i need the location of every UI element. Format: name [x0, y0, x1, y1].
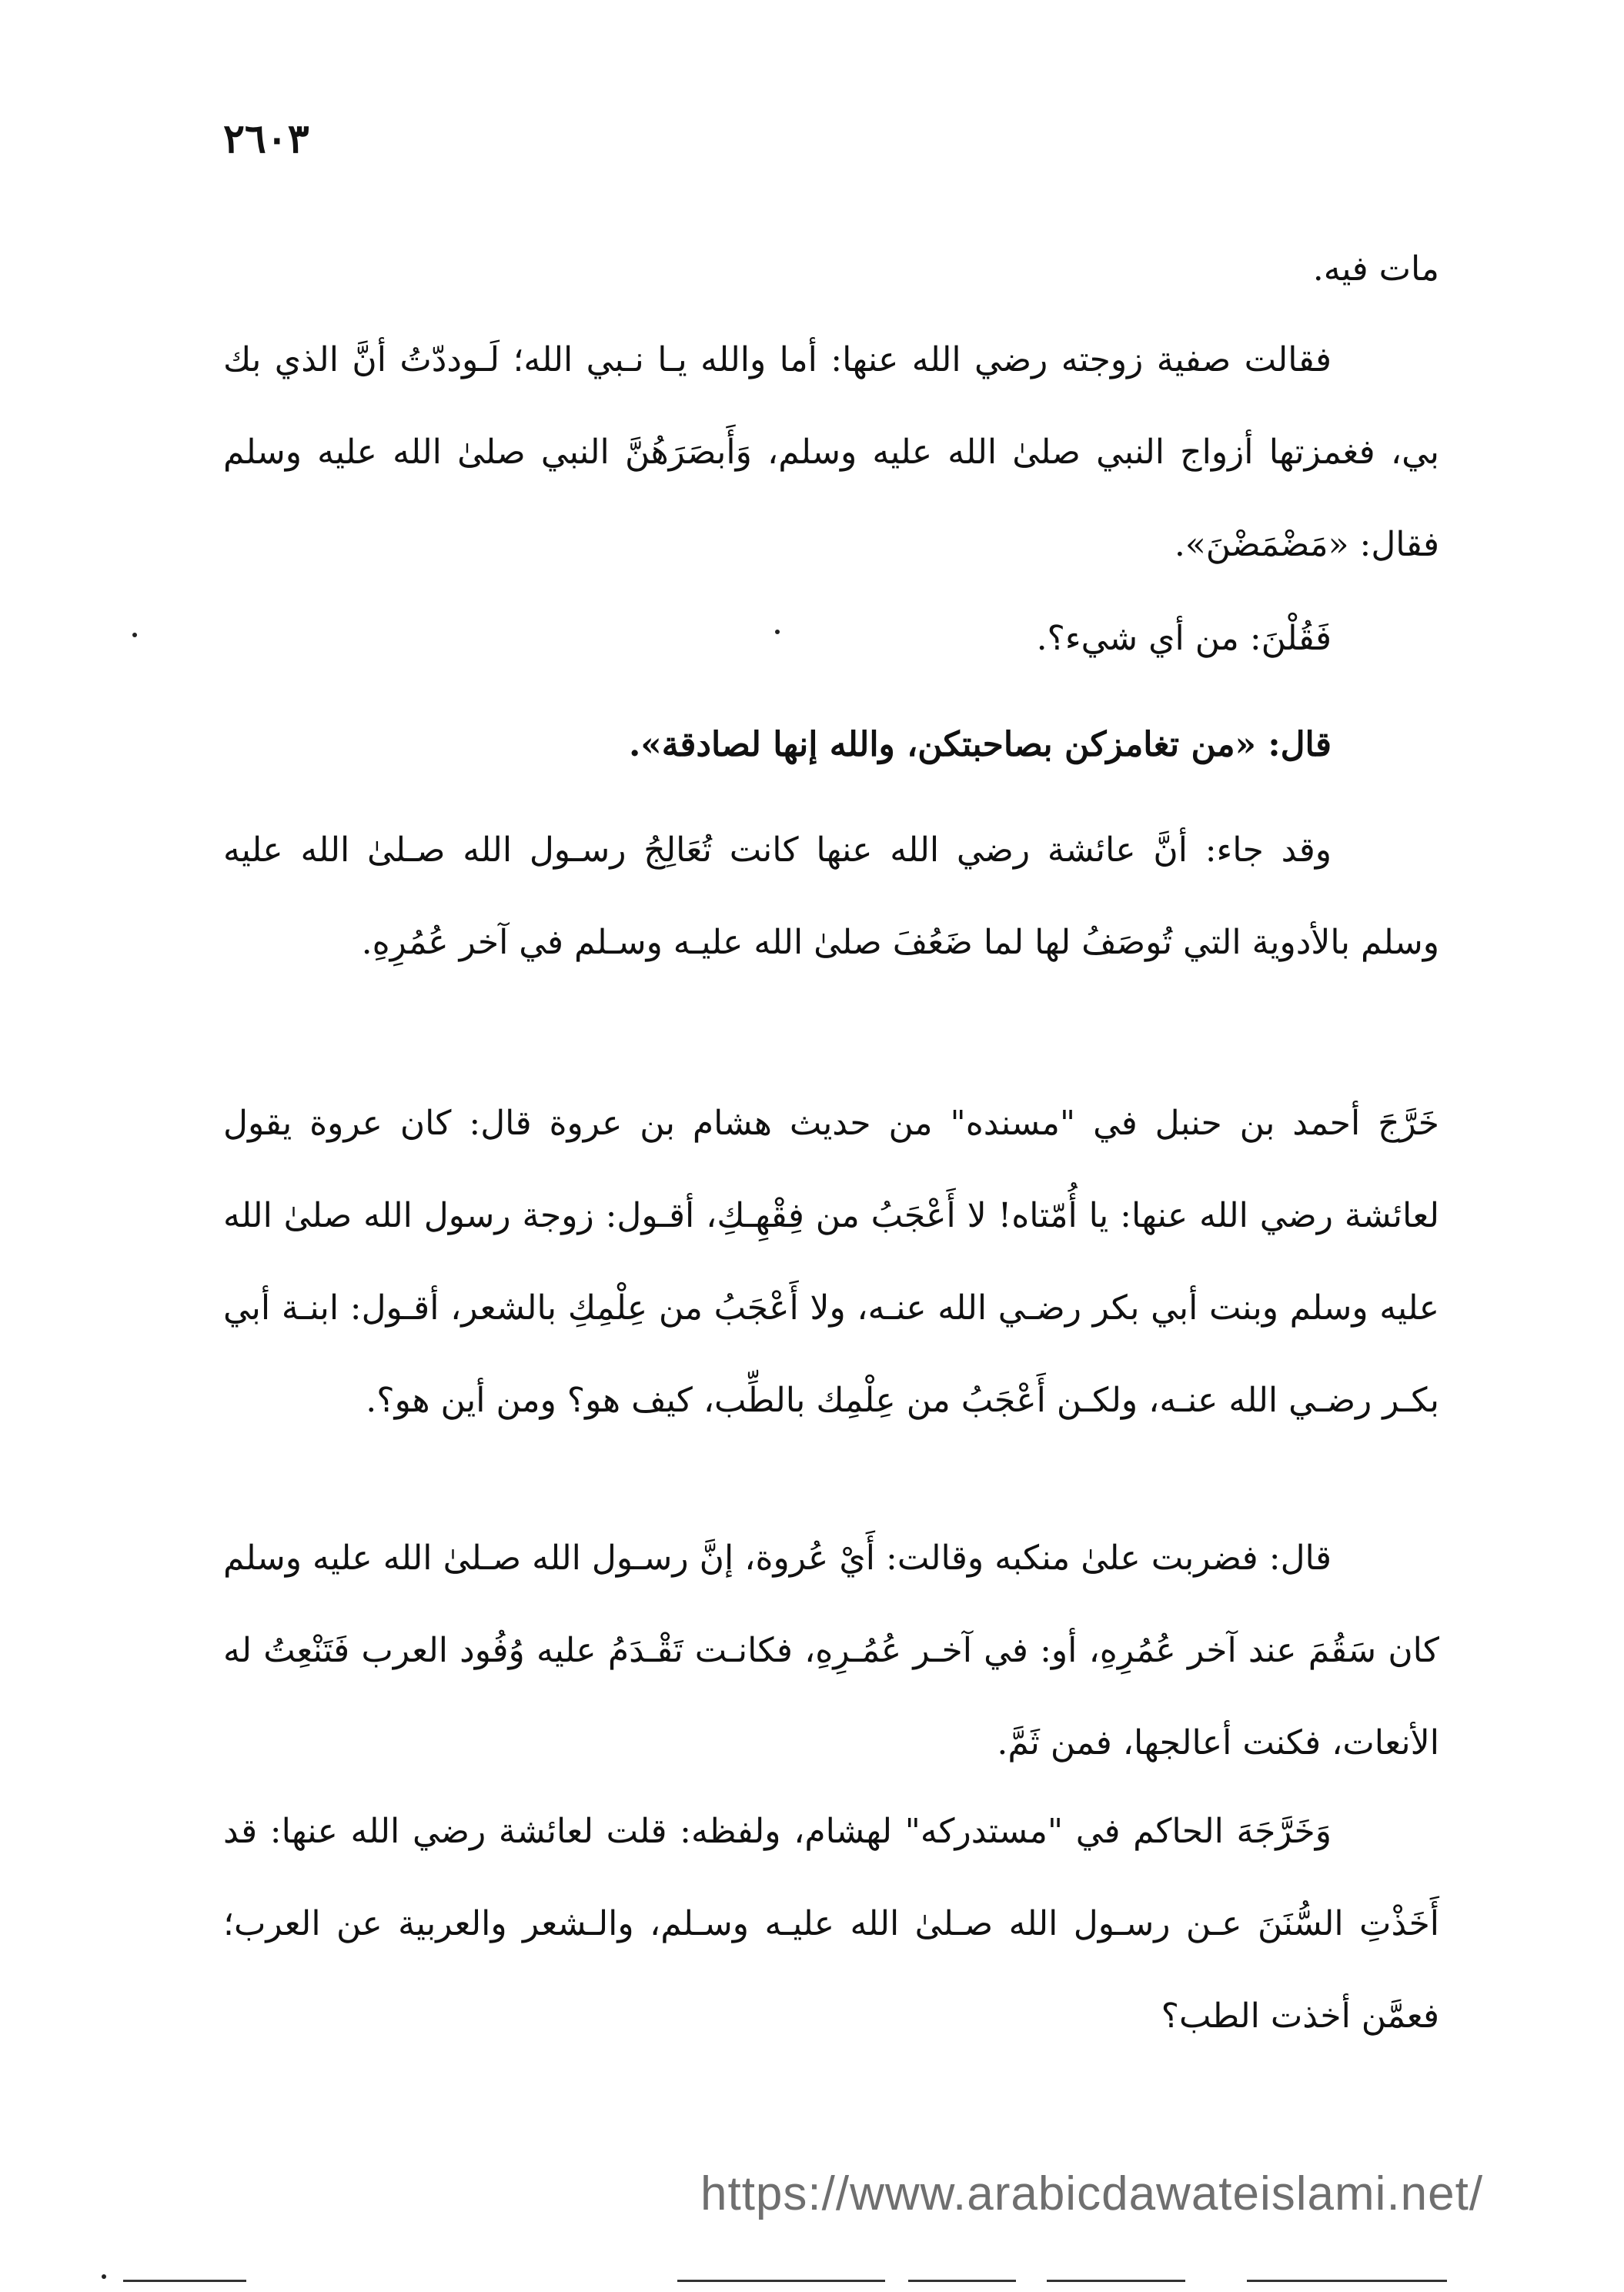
- scan-dot: [102, 2274, 106, 2279]
- paragraph-text: خَرَّجَ أحمد بن حنبل في "مسنده" من حديث هشام بن عروة قال: كان عروة يقول لعائشة رضي الله عنها: يا أُمّتاه! لا أَعْجَبُ من فِقْهِـكِ، أقـول: زوجة رسول الله صلىٰ الله عليه وسلم وبنت أبي بكر رضـي الله عنـه، ولا أَعْجَبُ من عِلْمِكِ بالشعر، أقـول: ابنـة أبي بكـر رضـي الله عنـه، ولكـن أَعْجَبُ من عِلْمِك بالطِّب، كيف هو؟ ومن أين هو؟.: [223, 1104, 1439, 1420]
- page-number: ٢٦٠٣: [223, 115, 309, 162]
- paragraph: [223, 1078, 1439, 1447]
- paragraph-text: وقد جاء: أنَّ عائشة رضي الله عنها كانت تُعَالِجُ رسـول الله صـلىٰ الله عليه وسلم بالأدوية التي تُوصَفُ لها لما ضَعُفَ صلىٰ الله عليـه وسـلم في آخر عُمُرِهِ.: [223, 830, 1439, 962]
- paragraph: [223, 223, 1439, 316]
- scan-dot: [132, 633, 137, 637]
- paragraph: [223, 1512, 1439, 1789]
- watermark-url: https://www.arabicdawateislami.net/: [700, 2167, 1484, 2220]
- footer-rule: [908, 2280, 1016, 2282]
- footer-rule: [123, 2280, 246, 2282]
- paragraph-text: قال: فضربت علىٰ منكبه وقالت: أَيْ عُروة، إنَّ رسـول الله صـلىٰ الله عليه وسلم كان سَقُمَ عند آخر عُمُرِهِ، أو: في آخـر عُمُـرِهِ، فكانـت تَقْـدَمُ عليه وُفُود العرب فَتَنْعِتُ له الأنعات، فكنت أعالجها، فمن ثَمَّ.: [223, 1539, 1439, 1762]
- paragraph-text: مات فيه.: [1312, 249, 1439, 289]
- footer-rule: [1247, 2280, 1447, 2282]
- paragraph: [223, 593, 1439, 685]
- paragraph: [223, 1786, 1439, 2063]
- scan-dot: [775, 630, 780, 634]
- footer-rule: [1047, 2280, 1185, 2282]
- paragraph: [223, 804, 1439, 989]
- paragraph-text: وَخَرَّجَهَ الحاكم في "مستدركه" لهشام، ولفظه: قلت لعائشة رضي الله عنها: قد أَخَذْتِ السُّنَنَ عـن رسـول الله صـلىٰ الله عليـه وسـلم، والـشعر والعربية عن العرب؛ فعمَّن أخذت الطب؟: [223, 1812, 1439, 2036]
- paragraph-text: قال: «من تغامزكن بصاحبتكن، والله إنها لصادقة».: [628, 725, 1332, 764]
- paragraph: [223, 314, 1439, 591]
- paragraph-text: فَقُلْنَ: من أي شيء؟.: [1036, 619, 1332, 658]
- paragraph: [223, 699, 1439, 791]
- paragraph-text: فقالت صفية زوجته رضي الله عنها: أما والله يـا نـبي الله؛ لَـوددّتُ أنَّ الذي بك بي، فغمزتها أزواج النبي صلىٰ الله عليه وسلم، وَأَبصَرَهُنَّ النبي صلىٰ الله عليه وسلم فقال: «مَضْمَضْنَ».: [223, 340, 1439, 564]
- footer-rule: [677, 2280, 885, 2282]
